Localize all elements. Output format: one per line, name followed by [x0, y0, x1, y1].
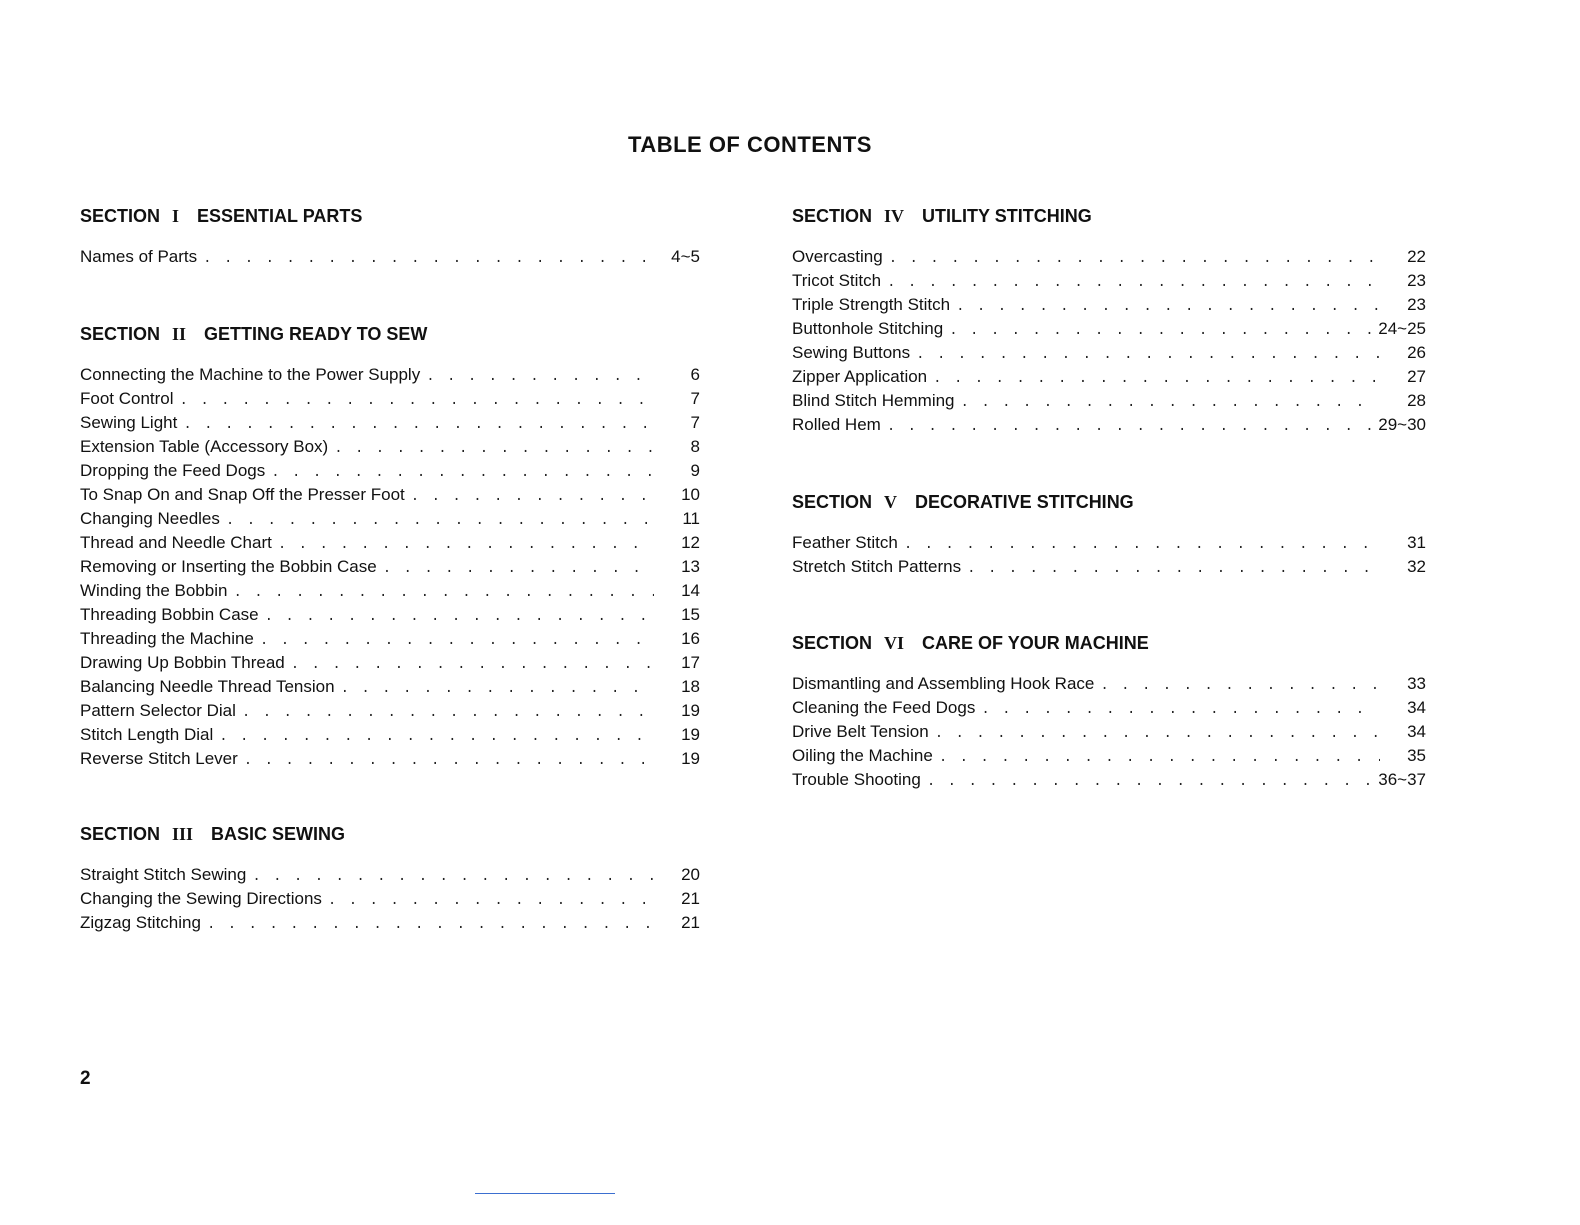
- toc-entry[interactable]: [792, 555, 1426, 579]
- entry-page: 12: [681, 533, 700, 552]
- dot-leader: [180, 389, 654, 413]
- divider-line: [475, 1193, 615, 1194]
- toc-entry[interactable]: [792, 341, 1426, 365]
- dot-leader: [260, 629, 654, 653]
- section-numeral: III: [172, 824, 194, 844]
- entry-label: Zigzag Stitching: [80, 913, 201, 932]
- toc-entry[interactable]: [792, 531, 1426, 555]
- dot-leader: [933, 367, 1380, 391]
- dot-leader: [916, 343, 1380, 367]
- toc-entry[interactable]: [792, 744, 1426, 768]
- section-heading: [792, 628, 1426, 658]
- entry-page: 18: [681, 677, 700, 696]
- section-1: [80, 201, 700, 269]
- toc-entry[interactable]: [792, 413, 1426, 437]
- entry-label: Buttonhole Stitching: [792, 319, 944, 338]
- entry-page: 11: [682, 509, 700, 528]
- section-numeral: I: [172, 206, 180, 226]
- dot-leader: [411, 485, 654, 509]
- dot-leader: [981, 698, 1380, 722]
- page-number: 2: [80, 1068, 91, 1089]
- entry-page: 22: [1407, 247, 1426, 266]
- section-heading: [80, 201, 700, 231]
- entry-label: Threading Bobbin Case: [80, 605, 259, 624]
- toc-entry[interactable]: [80, 863, 700, 887]
- entry-label: Rolled Hem: [792, 415, 881, 434]
- entry-page: 29~30: [1378, 415, 1426, 434]
- entry-label: Straight Stitch Sewing: [80, 865, 247, 884]
- entry-page: 31: [1407, 533, 1426, 552]
- entry-page: 6: [690, 365, 700, 384]
- entry-page: 13: [681, 557, 700, 576]
- toc-entry[interactable]: [792, 317, 1426, 341]
- entry-label: Extension Table (Accessory Box): [80, 437, 329, 456]
- entry-label: Trouble Shooting: [792, 770, 921, 789]
- dot-leader: [341, 677, 654, 701]
- dot-leader: [265, 605, 654, 629]
- entry-page: 19: [681, 749, 700, 768]
- entry-label: Sewing Buttons: [792, 343, 911, 362]
- toc-entry[interactable]: [80, 531, 700, 555]
- entry-label: Dropping the Feed Dogs: [80, 461, 266, 480]
- toc-entry[interactable]: [80, 363, 700, 387]
- entry-page: 26: [1407, 343, 1426, 362]
- toc-entry[interactable]: [792, 696, 1426, 720]
- entry-label: Drawing Up Bobbin Thread: [80, 653, 285, 672]
- toc-entry[interactable]: [80, 675, 700, 699]
- entry-page: 33: [1407, 674, 1426, 693]
- dot-leader: [889, 247, 1380, 271]
- entry-label: Sewing Light: [80, 413, 178, 432]
- entry-page: 23: [1407, 295, 1426, 314]
- section-heading: [792, 487, 1426, 517]
- toc-entry[interactable]: [80, 723, 700, 747]
- dot-leader: [244, 749, 654, 773]
- entry-label: Cleaning the Feed Dogs: [792, 698, 976, 717]
- entry-label: Winding the Bobbin: [80, 581, 228, 600]
- toc-entry[interactable]: [80, 555, 700, 579]
- section-label: SECTION: [80, 206, 161, 226]
- dot-leader: [949, 319, 1372, 343]
- dot-leader: [233, 581, 654, 605]
- section-label: SECTION: [792, 633, 873, 653]
- toc-entry[interactable]: [792, 768, 1426, 792]
- entry-page: 24~25: [1378, 319, 1426, 338]
- toc-entry[interactable]: [792, 293, 1426, 317]
- section-numeral: IV: [884, 206, 905, 226]
- section-title: UTILITY STITCHING: [922, 206, 1092, 226]
- entry-page: 21: [681, 889, 700, 908]
- section-label: SECTION: [80, 824, 161, 844]
- entry-label: Oiling the Machine: [792, 746, 933, 765]
- entry-page: 21: [681, 913, 700, 932]
- entry-label: Feather Stitch: [792, 533, 898, 552]
- dot-leader: [252, 865, 654, 889]
- section-heading: [792, 201, 1426, 231]
- dot-leader: [328, 889, 654, 913]
- toc-entry[interactable]: [80, 651, 700, 675]
- dot-leader: [887, 271, 1380, 295]
- dot-leader: [242, 701, 654, 725]
- toc-entry[interactable]: [80, 627, 700, 651]
- toc-entry[interactable]: [792, 365, 1426, 389]
- toc-entry[interactable]: [80, 435, 700, 459]
- dot-leader: [334, 437, 654, 461]
- section-numeral: II: [172, 324, 187, 344]
- section-6: [792, 628, 1426, 792]
- entry-label: Thread and Needle Chart: [80, 533, 272, 552]
- entry-label: Tricot Stitch: [792, 271, 882, 290]
- entry-page: 17: [681, 653, 700, 672]
- entry-page: 9: [690, 461, 700, 480]
- entry-label: Zipper Application: [792, 367, 928, 386]
- toc-entry[interactable]: [80, 911, 700, 935]
- entry-page: 20: [681, 865, 700, 884]
- dot-leader: [935, 722, 1380, 746]
- entry-page: 34: [1407, 698, 1426, 717]
- entry-label: Names of Parts: [80, 247, 198, 266]
- toc-entry[interactable]: [792, 245, 1426, 269]
- entry-page: 27: [1407, 367, 1426, 386]
- dot-leader: [904, 533, 1380, 557]
- section-title: DECORATIVE STITCHING: [915, 492, 1134, 512]
- entry-label: Threading the Machine: [80, 629, 254, 648]
- toc-entry[interactable]: [792, 720, 1426, 744]
- toc-entry[interactable]: [792, 672, 1426, 696]
- toc-entry[interactable]: [80, 483, 700, 507]
- page-title: TABLE OF CONTENTS: [628, 132, 872, 157]
- dot-leader: [183, 413, 654, 437]
- dot-leader: [887, 415, 1372, 439]
- entry-page: 32: [1407, 557, 1426, 576]
- entry-label: Blind Stitch Hemming: [792, 391, 955, 410]
- dot-leader: [226, 509, 654, 533]
- entry-label: To Snap On and Snap Off the Presser Foot: [80, 485, 405, 504]
- section-2: [80, 319, 700, 771]
- toc-entry[interactable]: [80, 603, 700, 627]
- dot-leader: [207, 913, 654, 937]
- entry-label: Removing or Inserting the Bobbin Case: [80, 557, 377, 576]
- entry-label: Connecting the Machine to the Power Supply: [80, 365, 421, 384]
- toc-entry[interactable]: [792, 269, 1426, 293]
- dot-leader: [271, 461, 654, 485]
- entry-page: 35: [1407, 746, 1426, 765]
- entry-label: Changing Needles: [80, 509, 220, 528]
- entry-page: 4~5: [671, 247, 700, 266]
- dot-leader: [383, 557, 654, 581]
- entry-label: Dismantling and Assembling Hook Race: [792, 674, 1095, 693]
- dot-leader: [203, 247, 654, 271]
- entry-page: 36~37: [1378, 770, 1426, 789]
- toc-entry[interactable]: [80, 459, 700, 483]
- section-label: SECTION: [792, 206, 873, 226]
- entry-label: Reverse Stitch Lever: [80, 749, 238, 768]
- entry-page: 8: [690, 437, 700, 456]
- section-numeral: V: [884, 492, 898, 512]
- entry-label: Pattern Selector Dial: [80, 701, 236, 720]
- entry-page: 28: [1407, 391, 1426, 410]
- toc-entry[interactable]: [80, 411, 700, 435]
- dot-leader: [426, 365, 654, 389]
- section-heading: [80, 319, 700, 349]
- entry-label: Stretch Stitch Patterns: [792, 557, 962, 576]
- section-label: SECTION: [792, 492, 873, 512]
- section-4: [792, 201, 1426, 437]
- entry-label: Overcasting: [792, 247, 883, 266]
- dot-leader: [278, 533, 654, 557]
- dot-leader: [1100, 674, 1380, 698]
- entry-page: 19: [681, 701, 700, 720]
- dot-leader: [219, 725, 654, 749]
- section-3: [80, 819, 700, 935]
- entry-page: 23: [1407, 271, 1426, 290]
- dot-leader: [956, 295, 1380, 319]
- section-title: GETTING READY TO SEW: [204, 324, 428, 344]
- section-title: BASIC SEWING: [211, 824, 346, 844]
- toc-entry[interactable]: [80, 245, 700, 269]
- dot-leader: [927, 770, 1372, 794]
- section-title: ESSENTIAL PARTS: [197, 206, 363, 226]
- entry-label: Drive Belt Tension: [792, 722, 929, 741]
- entry-page: 34: [1407, 722, 1426, 741]
- section-5: [792, 487, 1426, 579]
- entry-page: 16: [681, 629, 700, 648]
- toc-entry[interactable]: [80, 579, 700, 603]
- entry-label: Triple Strength Stitch: [792, 295, 951, 314]
- dot-leader: [967, 557, 1380, 581]
- entry-label: Balancing Needle Thread Tension: [80, 677, 335, 696]
- entry-page: 14: [681, 581, 700, 600]
- entry-page: 7: [690, 389, 700, 408]
- entry-page: 7: [690, 413, 700, 432]
- toc-entry[interactable]: [80, 747, 700, 771]
- dot-leader: [291, 653, 654, 677]
- toc-entry[interactable]: [80, 887, 700, 911]
- entry-page: 10: [681, 485, 700, 504]
- dot-leader: [939, 746, 1380, 770]
- toc-entry[interactable]: [792, 389, 1426, 413]
- section-heading: [80, 819, 700, 849]
- section-title: CARE OF YOUR MACHINE: [922, 633, 1149, 653]
- entry-label: Changing the Sewing Directions: [80, 889, 322, 908]
- entry-page: 19: [681, 725, 700, 744]
- entry-label: Foot Control: [80, 389, 174, 408]
- dot-leader: [961, 391, 1380, 415]
- entry-page: 15: [681, 605, 700, 624]
- toc-entry[interactable]: [80, 387, 700, 411]
- toc-entry[interactable]: [80, 507, 700, 531]
- section-label: SECTION: [80, 324, 161, 344]
- entry-label: Stitch Length Dial: [80, 725, 214, 744]
- section-numeral: VI: [884, 633, 905, 653]
- toc-entry[interactable]: [80, 699, 700, 723]
